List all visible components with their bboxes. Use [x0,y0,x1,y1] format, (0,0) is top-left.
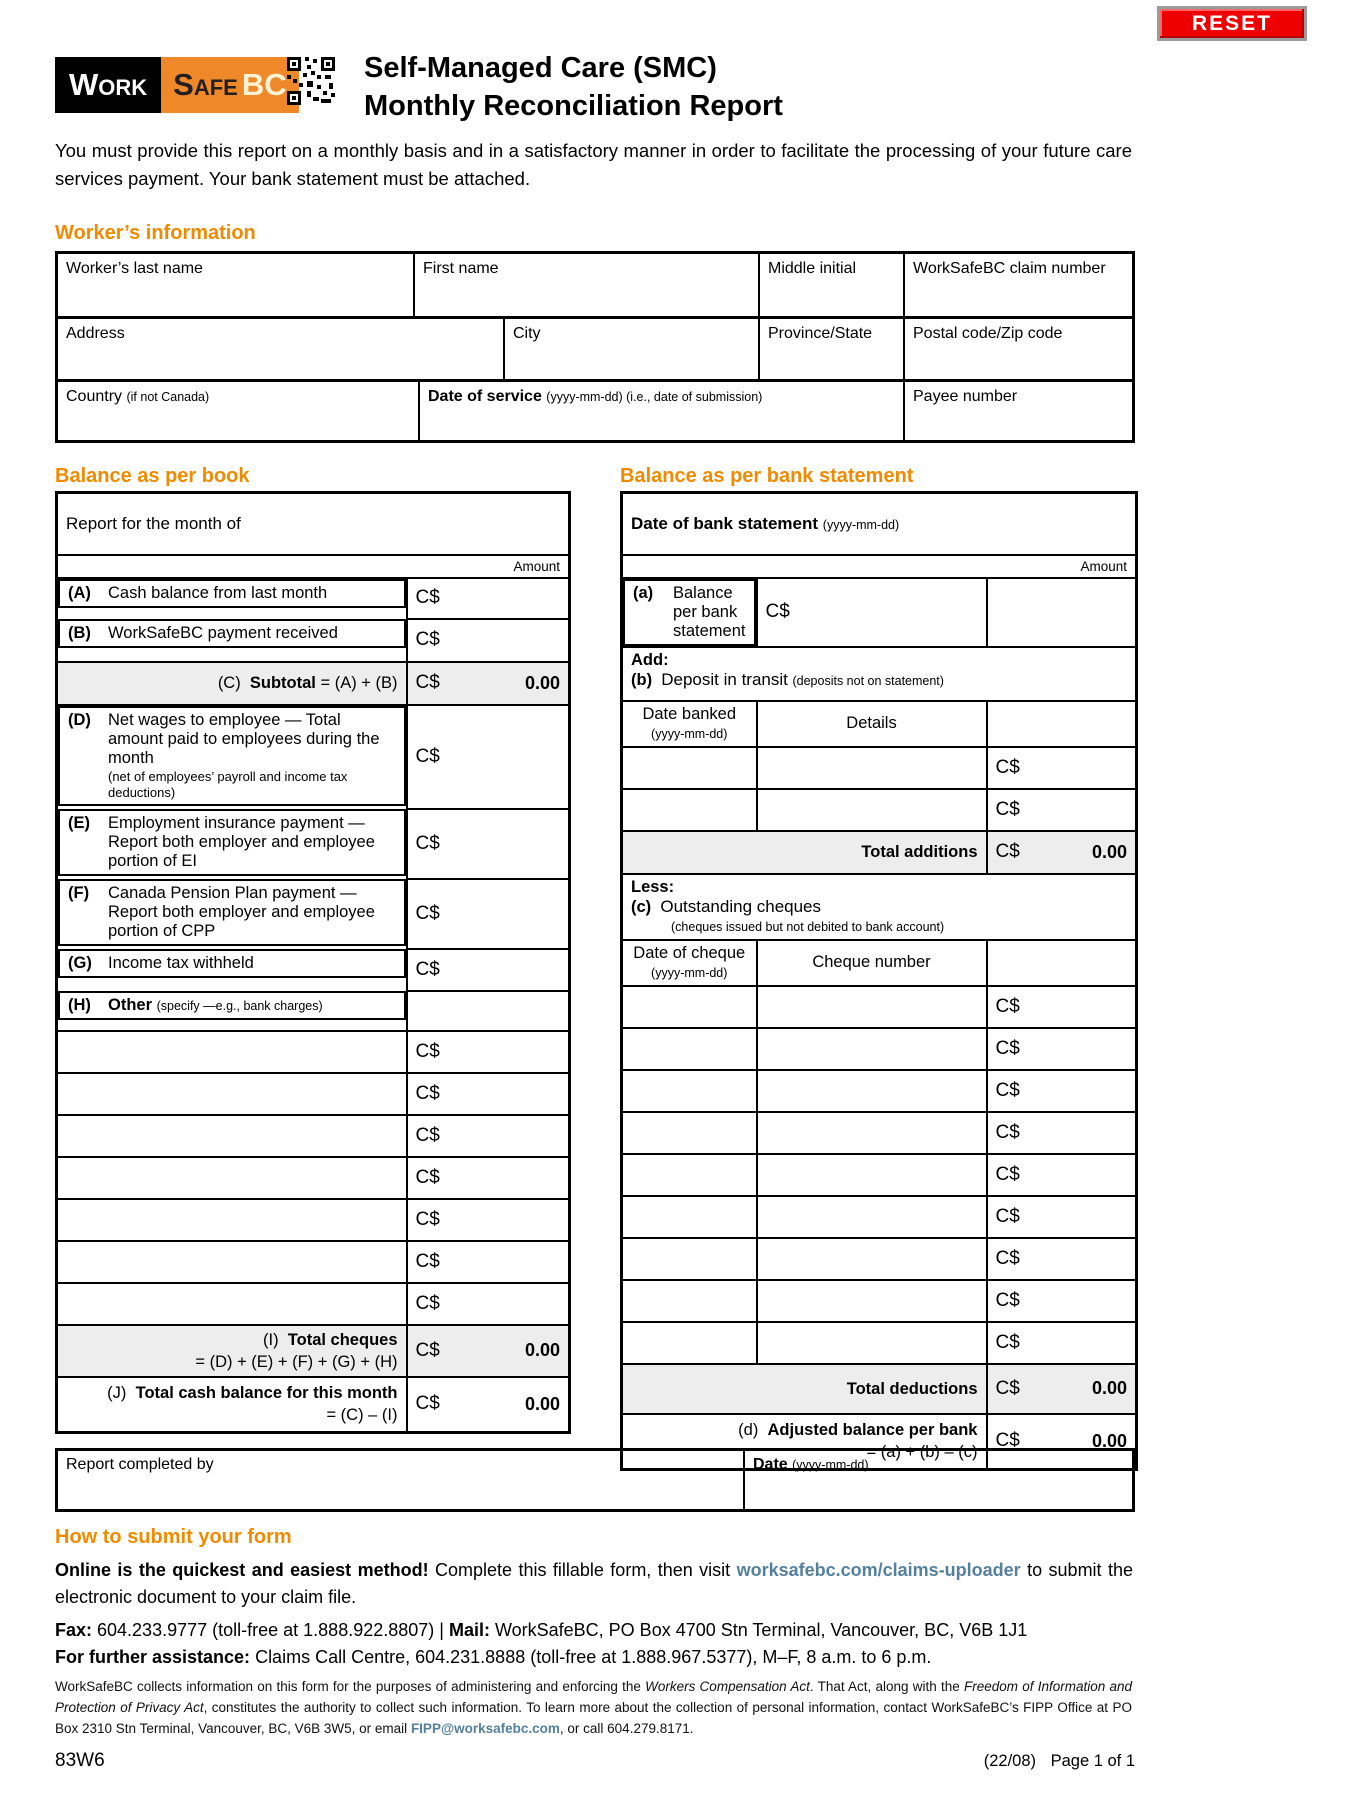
cheque-7-amount-input[interactable]: C$ [987,1238,1137,1280]
logo-work-segment: Work [55,57,161,113]
book-other-row-6 [57,1241,570,1283]
cheque-4-amount-input[interactable]: C$ [987,1112,1137,1154]
other-amount-2-input[interactable]: C$ [407,1073,570,1115]
book-row-c-subtotal [57,662,570,705]
other-amount-7-input[interactable]: C$ [407,1283,570,1325]
reset-button[interactable]: RESET [1157,6,1307,41]
cheque-4-date-input[interactable] [622,1112,757,1154]
book-row-h [57,991,570,1031]
intro-paragraph: You must provide this report on a monthly basis and in a satisfactory manner in order to facilitate the processing of your future care services payment. Your bank statement must be attached. [55,140,1132,189]
cheque-9-amount-input[interactable]: C$ [987,1322,1137,1364]
book-other-row-1 [57,1031,570,1073]
bank-statement-date-field[interactable]: Date of bank statement (yyyy-mm-dd) [622,493,1137,555]
other-amount-1-input[interactable]: C$ [407,1031,570,1073]
cheque-8-number-input[interactable] [757,1280,987,1322]
add-deposit-header: Add: (b) Deposit in transit (deposits not on statement) [622,647,1137,701]
city-field[interactable]: City [503,319,758,379]
book-row-f [57,879,570,949]
how-to-submit-heading: How to submit your form [55,1526,292,1548]
cheque-2-amount-input[interactable]: C$ [987,1028,1137,1070]
row-d-adjusted-label: (d) Adjusted balance per bank = (a) + (b) – (c) [622,1414,987,1470]
other-desc-2-input[interactable] [57,1073,407,1115]
cheque-5-date-input[interactable] [622,1154,757,1196]
adjusted-balance-value: C$ 0.00 [987,1414,1137,1470]
cheque-row-2 [622,1028,1137,1070]
row-b-label: (B) WorkSafeBC payment received [58,619,406,648]
row-g-label: (G) Income tax withheld [58,949,406,978]
cheque-4-number-input[interactable] [757,1112,987,1154]
report-completed-box [55,1448,1135,1512]
other-amount-5-input[interactable]: C$ [407,1199,570,1241]
bank-amount-header: Amount [622,555,1137,578]
book-row-i-total-cheques [57,1325,570,1377]
amount-g-input[interactable]: C$ [407,949,570,991]
logo-safebc-segment: Safe BC [161,57,298,113]
book-other-row-4 [57,1157,570,1199]
bank-row-a [622,578,1137,647]
cheque-1-amount-input[interactable]: C$ [987,986,1137,1028]
completed-date-field[interactable]: Date (yyyy-mm-dd) [743,1451,1132,1509]
total-cash-balance-value: C$ 0.00 [407,1377,570,1433]
book-row-g [57,949,570,991]
cheque-row-3 [622,1070,1137,1112]
book-row-j-total-cash [57,1377,570,1433]
cheque-number-header: Cheque number [757,940,987,986]
last-name-field[interactable]: Worker’s last name [66,260,203,277]
deposit-column-headers [622,701,1137,747]
workers-compensation-act: Workers Compensation Act [645,1679,810,1694]
book-other-row-5 [57,1199,570,1241]
cheque-amount-header-cell [987,940,1137,986]
details-header: Details [757,701,987,747]
total-deductions-label: Total deductions [622,1364,987,1414]
how-to-submit-section [55,1524,1133,1677]
row-f-label: (F) Canada Pension Plan payment — Report both employer and employee portion of CPP [58,879,406,946]
other-desc-7-input[interactable] [57,1283,407,1325]
first-name-field[interactable]: First name [413,254,758,316]
total-additions-value: C$ 0.00 [987,831,1137,874]
amount-e-input[interactable]: C$ [407,809,570,879]
revision-and-page [974,1752,1135,1771]
cheque-column-headers [622,940,1137,986]
date-of-service-field[interactable]: Date of service (yyyy-mm-dd) (i.e., date of submission) [418,382,903,440]
deposit-2-details-input[interactable] [757,789,987,831]
deposit-amount-header-cell [987,701,1137,747]
cheque-1-number-input[interactable] [757,986,987,1028]
province-field[interactable]: Province/State [758,319,903,379]
amount-b-input[interactable]: C$ [407,619,570,662]
cheque-row-9 [622,1322,1137,1364]
cheque-row-4 [622,1112,1137,1154]
deposit-1-amount-input[interactable]: C$ [987,747,1137,789]
cheque-3-number-input[interactable] [757,1070,987,1112]
worker-row-3 [58,379,1132,440]
book-row-e [57,809,570,879]
form-title [364,49,783,125]
worker-info-table [55,251,1135,443]
worksafebc-logo [55,57,299,113]
payee-number-field[interactable]: Payee number [903,382,1132,440]
bank-less-header [622,874,1137,940]
form-title-line2: Monthly Reconciliation Report [364,90,783,122]
total-additions-row [622,831,1137,874]
cheque-6-number-input[interactable] [757,1196,987,1238]
bank-add-header [622,647,1137,701]
privacy-notice: WorkSafeBC collects information on this form for the purposes of administering and enforcing the Workers Compensation Act. That Act, along with the Freedom of Information and Protection of Privacy Act, constitutes the authority to collect such information. To learn more about the collection of personal information, contact WorkSafeBC’s FIPP Office at PO Box 2310 Stn Terminal, Vancouver, BC, V6B 3W5, or email FIPP@worksafebc.com, or call 604.279.8171. [55,1679,1132,1736]
book-row-d [57,705,570,809]
cheque-2-date-input[interactable] [622,1028,757,1070]
amount-f-input[interactable]: C$ [407,879,570,949]
balance-per-bank-heading: Balance as per bank statement [620,465,914,487]
page-footer [55,1750,1135,1772]
book-row-b [57,619,570,662]
cheque-1-date-input[interactable] [622,986,757,1028]
cheque-5-number-input[interactable] [757,1154,987,1196]
total-additions-label: Total additions [622,831,987,874]
privacy-act: Freedom of Information and Protection of Privacy Act [55,1679,1132,1715]
date-of-cheque-header: Date of cheque (yyyy-mm-dd) [622,940,757,986]
revision-code: (22/08) [983,1752,1036,1770]
worker-row-2 [58,316,1132,379]
cheque-9-date-input[interactable] [622,1322,757,1364]
other-desc-3-input[interactable] [57,1115,407,1157]
qr-code-icon [287,57,335,105]
fipp-email-link[interactable]: FIPP@worksafebc.com [410,1721,560,1736]
amount-a-input[interactable]: C$ [407,578,570,619]
book-other-row-3 [57,1115,570,1157]
deposit-row-1 [622,747,1137,789]
total-cheques-value: C$ 0.00 [407,1325,570,1377]
address-field[interactable]: Address [66,325,125,342]
deposit-1-details-input[interactable] [757,747,987,789]
total-deductions-row [622,1364,1137,1414]
other-amount-3-input[interactable]: C$ [407,1115,570,1157]
middle-initial-field[interactable]: Middle initial [758,254,903,316]
cheque-row-5 [622,1154,1137,1196]
row-c-label: (C) Subtotal = (A) + (B) [57,662,407,705]
balance-per-book-heading: Balance as per book [55,465,250,487]
date-banked-header: Date banked (yyyy-mm-dd) [622,701,757,747]
total-deductions-value: C$ 0.00 [987,1364,1137,1414]
other-amount-6-input[interactable]: C$ [407,1241,570,1283]
book-table [55,491,571,1434]
deposit-2-date-input[interactable] [622,789,757,831]
deposit-1-date-input[interactable] [622,747,757,789]
report-completed-by-field[interactable]: Report completed by [66,1456,214,1473]
row-h-label: (H) Other (specify —e.g., bank charges) [58,991,406,1020]
deposit-2-amount-input[interactable]: C$ [987,789,1137,831]
book-row-a [57,578,570,619]
other-desc-6-input[interactable] [57,1241,407,1283]
cheque-7-number-input[interactable] [757,1238,987,1280]
row-i-label: (I) Total cheques = (D) + (E) + (F) + (G) + (H) [57,1325,407,1377]
page-indicator: Page 1 of 1 [1050,1752,1135,1770]
cheque-9-number-input[interactable] [757,1322,987,1364]
form-number: 83W6 [55,1750,105,1771]
cheque-row-1 [622,986,1137,1028]
cheque-2-number-input[interactable] [757,1028,987,1070]
country-field[interactable]: Country (if not Canada) [66,388,210,405]
cheque-8-amount-input[interactable]: C$ [987,1280,1137,1322]
amount-d-input[interactable]: C$ [407,705,570,809]
other-desc-4-input[interactable] [57,1157,407,1199]
other-desc-1-input[interactable] [57,1031,407,1073]
cheque-row-8 [622,1280,1137,1322]
cheque-row-7 [622,1238,1137,1280]
row-j-label: (J) Total cash balance for this month = (C) – (I) [57,1377,407,1433]
other-amount-4-input[interactable]: C$ [407,1157,570,1199]
book-other-row-7 [57,1283,570,1325]
cheque-3-amount-input[interactable]: C$ [987,1070,1137,1112]
less-cheques-header: Less: (c) Outstanding cheques (cheques issued but not debited to bank account) [622,874,1137,940]
claims-uploader-link[interactable]: worksafebc.com/claims-uploader [736,1560,1021,1580]
cheque-row-6 [622,1196,1137,1238]
online-instructions: Online is the quickest and easiest method! Complete this fillable form, then visit worksafebc.com/claims-uploader to submit the electronic document to your claim file. [55,1560,1133,1607]
other-desc-5-input[interactable] [57,1199,407,1241]
amount-h-cell [407,991,570,1031]
row-d-label: (D) Net wages to employee — Total amount paid to employees during the month (net of employees’ payroll and income tax deductions) [58,706,406,806]
fax-mail-line: Fax: 604.233.9777 (toll-free at 1.888.922.8807) | Mail: WorkSafeBC, PO Box 4700 Stn Terminal, Vancouver, BC, V6B 1J1 For further assistance: Claims Call Centre, 604.231.8888 (toll-free at 1.888.967.5377), M–F, 8 a.m. to 6 p.m. [55,1620,1028,1667]
book-other-row-2 [57,1073,570,1115]
cheque-6-date-input[interactable] [622,1196,757,1238]
bank-amount-a-input[interactable]: C$ [757,578,987,647]
cheque-3-date-input[interactable] [622,1070,757,1112]
worker-row-1 [58,254,1132,316]
workers-information-heading: Worker’s information [55,222,256,244]
book-amount-header: Amount [57,555,570,578]
cheque-6-amount-input[interactable]: C$ [987,1196,1137,1238]
deposit-row-2 [622,789,1137,831]
subtotal-c-value: C$ 0.00 [407,662,570,705]
row-e-label: (E) Employment insurance payment — Report both employer and employee portion of EI [58,809,406,876]
report-month-field[interactable]: Report for the month of [57,493,570,555]
row-a-label: (A) Cash balance from last month [58,579,406,608]
bank-table [620,491,1138,1471]
claim-number-field[interactable]: WorkSafeBC claim number [903,254,1132,316]
cheque-5-amount-input[interactable]: C$ [987,1154,1137,1196]
cheque-8-date-input[interactable] [622,1280,757,1322]
row-bank-a-label: (a) Balance per bank statement [623,579,756,646]
cheque-7-date-input[interactable] [622,1238,757,1280]
postal-code-field[interactable]: Postal code/Zip code [903,319,1132,379]
form-title-line1: Self-Managed Care (SMC) [364,52,717,84]
